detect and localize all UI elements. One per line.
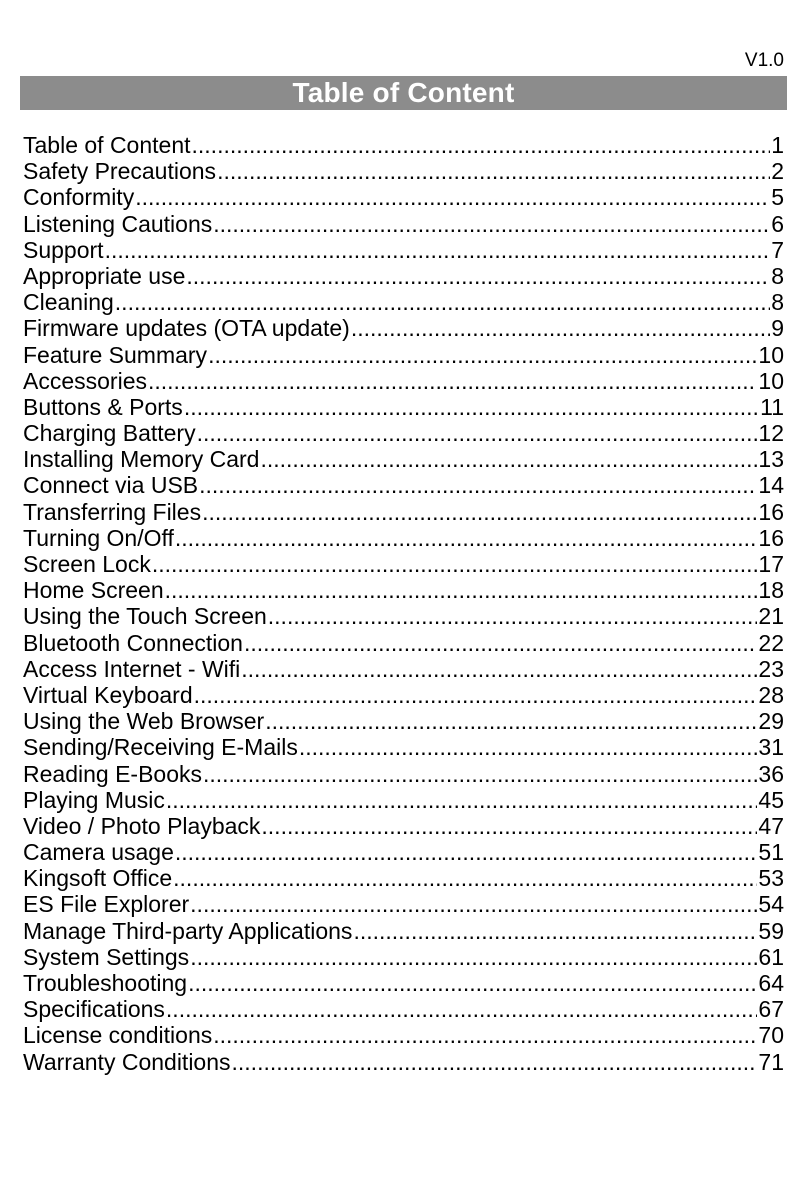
dot-leader	[265, 708, 757, 734]
toc-entry[interactable]	[23, 211, 784, 237]
toc-entry-page-number: 5	[771, 184, 784, 211]
toc-entry-label: Access Internet - Wifi	[23, 655, 241, 682]
dot-leader	[213, 211, 770, 237]
toc-entry-label: Support	[23, 236, 104, 263]
toc-entry[interactable]	[23, 342, 784, 368]
toc-entry[interactable]	[23, 420, 784, 446]
dot-leader	[190, 944, 757, 970]
dot-leader	[190, 891, 757, 917]
toc-entry-label: Reading E-Books	[23, 760, 202, 787]
toc-entry[interactable]	[23, 839, 784, 865]
toc-entry-label: Camera usage	[23, 839, 174, 866]
toc-entry[interactable]	[23, 551, 784, 577]
toc-entry-label: Buttons & Ports	[23, 393, 183, 420]
toc-entry[interactable]	[23, 944, 784, 970]
toc-entry-page-number: 16	[758, 498, 784, 525]
dot-leader	[186, 263, 770, 289]
dot-leader	[203, 761, 757, 787]
toc-entry-label: Cleaning	[23, 289, 114, 316]
toc-entry-label: Connect via USB	[23, 472, 199, 499]
dot-leader	[213, 1022, 757, 1048]
toc-entry[interactable]	[23, 158, 784, 184]
toc-entry-page-number: 45	[758, 786, 784, 813]
toc-entry-page-number: 59	[758, 917, 784, 944]
toc-entry[interactable]	[23, 813, 784, 839]
toc-entry-label: Conformity	[23, 184, 135, 211]
toc-entry[interactable]	[23, 918, 784, 944]
toc-entry[interactable]	[23, 630, 784, 656]
toc-entry-label: Turning On/Off	[23, 524, 174, 551]
toc-entry-label: Troubleshooting	[23, 970, 188, 996]
toc-entry-label: Installing Memory Card	[23, 446, 260, 473]
toc-entry-page-number: 14	[758, 472, 784, 499]
toc-entry-label: ES File Explorer	[23, 891, 190, 918]
dot-leader	[166, 996, 757, 1022]
toc-entry-page-number: 22	[758, 629, 784, 656]
toc-entry-page-number: 6	[771, 210, 784, 237]
toc-entry[interactable]	[23, 787, 784, 813]
toc-entry[interactable]	[23, 761, 784, 787]
toc-entry[interactable]	[23, 996, 784, 1022]
dot-leader	[194, 682, 758, 708]
toc-entry-label: System Settings	[23, 943, 190, 970]
toc-entry[interactable]	[23, 289, 784, 315]
toc-entry-label: Screen Lock	[23, 551, 151, 577]
dot-leader	[353, 918, 757, 944]
toc-entry-label: Virtual Keyboard	[23, 681, 193, 708]
toc-entry[interactable]	[23, 656, 784, 682]
dot-leader	[175, 839, 758, 865]
dot-leader	[115, 289, 770, 315]
dot-leader	[241, 656, 757, 682]
toc-entry-page-number: 7	[771, 236, 784, 263]
toc-entry-page-number: 23	[758, 655, 784, 682]
dot-leader	[188, 970, 757, 996]
toc-entry-label: Warranty Conditions	[23, 1048, 231, 1075]
toc-entry-page-number: 36	[758, 760, 784, 787]
version-label: V1.0	[744, 50, 784, 71]
toc-entry-page-number: 17	[758, 551, 784, 577]
toc-entry-page-number: 61	[758, 943, 784, 970]
toc-entry[interactable]	[23, 472, 784, 498]
dot-leader	[165, 577, 758, 603]
dot-leader	[268, 603, 758, 629]
toc-entry-label: Playing Music	[23, 786, 165, 813]
toc-entry-page-number: 1	[771, 132, 784, 158]
page-title: Table of Content	[20, 76, 787, 110]
table-of-contents	[23, 132, 784, 1075]
toc-entry[interactable]	[23, 184, 784, 210]
toc-entry-label: Kingsoft Office	[23, 865, 173, 892]
toc-entry-page-number: 10	[758, 341, 784, 368]
toc-entry[interactable]	[23, 1022, 784, 1048]
toc-entry[interactable]	[23, 446, 784, 472]
dot-leader	[148, 368, 757, 394]
toc-entry-label: Charging Battery	[23, 420, 196, 447]
toc-entry-label: Safety Precautions	[23, 158, 217, 185]
dot-leader	[135, 184, 770, 210]
toc-entry[interactable]	[23, 1049, 784, 1075]
dot-leader	[192, 132, 771, 158]
toc-entry-page-number: 18	[758, 577, 784, 604]
dot-leader	[260, 446, 757, 472]
toc-entry[interactable]	[23, 891, 784, 917]
toc-entry[interactable]	[23, 525, 784, 551]
toc-entry[interactable]	[23, 263, 784, 289]
toc-entry[interactable]	[23, 708, 784, 734]
toc-entry-page-number: 12	[758, 420, 784, 447]
toc-entry-page-number: 2	[771, 158, 784, 185]
toc-entry-label: Manage Third-party Applications	[23, 917, 353, 944]
toc-entry[interactable]	[23, 132, 784, 158]
toc-entry-page-number: 64	[758, 970, 784, 996]
dot-leader	[244, 630, 757, 656]
dot-leader	[175, 525, 758, 551]
toc-entry-page-number: 71	[758, 1048, 784, 1075]
toc-entry-page-number: 8	[771, 289, 784, 316]
dot-leader	[261, 813, 757, 839]
toc-entry[interactable]	[23, 865, 784, 891]
toc-entry[interactable]	[23, 368, 784, 394]
toc-entry-page-number: 8	[771, 262, 784, 289]
toc-entry-page-number: 10	[758, 367, 784, 394]
toc-entry[interactable]	[23, 577, 784, 603]
dot-leader	[152, 551, 758, 577]
dot-leader	[208, 342, 757, 368]
dot-leader	[351, 315, 770, 341]
toc-entry-page-number: 13	[758, 446, 784, 473]
dot-leader	[184, 394, 759, 420]
toc-entry-page-number: 47	[758, 812, 784, 839]
dot-leader	[202, 499, 757, 525]
toc-entry-label: Using the Touch Screen	[23, 603, 267, 630]
toc-entry-label: Firmware updates (OTA update)	[23, 315, 350, 342]
toc-entry-page-number: 53	[758, 865, 784, 892]
toc-entry-label: Accessories	[23, 367, 147, 394]
toc-entry[interactable]	[23, 315, 784, 341]
toc-entry-label: License conditions	[23, 1022, 213, 1049]
toc-entry[interactable]	[23, 394, 784, 420]
toc-entry[interactable]	[23, 970, 784, 996]
toc-entry-page-number: 16	[758, 524, 784, 551]
dot-leader	[217, 158, 770, 184]
toc-entry-page-number: 70	[758, 1022, 784, 1049]
toc-entry-page-number: 28	[758, 681, 784, 708]
toc-entry-page-number: 67	[758, 996, 784, 1023]
toc-entry-page-number: 9	[771, 315, 784, 342]
toc-entry-label: Home Screen	[23, 577, 164, 604]
toc-entry-label: Video / Photo Playback	[23, 812, 261, 839]
toc-entry-page-number: 51	[758, 839, 784, 866]
toc-entry[interactable]	[23, 603, 784, 629]
toc-entry-label: Listening Cautions	[23, 210, 213, 237]
dot-leader	[173, 865, 757, 891]
toc-entry-label: Feature Summary	[23, 341, 208, 368]
toc-entry-label: Transferring Files	[23, 498, 202, 525]
toc-entry-label: Appropriate use	[23, 262, 186, 289]
dot-leader	[197, 420, 758, 446]
toc-entry-label: Specifications	[23, 996, 165, 1023]
toc-entry[interactable]	[23, 734, 784, 760]
dot-leader	[299, 734, 758, 760]
toc-entry-label: Using the Web Browser	[23, 708, 265, 735]
toc-entry-label: Bluetooth Connection	[23, 629, 243, 656]
toc-entry-label: Table of Content	[23, 132, 191, 158]
dot-leader	[199, 472, 757, 498]
toc-entry[interactable]	[23, 499, 784, 525]
toc-entry-page-number: 54	[758, 891, 784, 918]
toc-entry-page-number: 21	[758, 603, 784, 630]
toc-entry-label: Sending/Receiving E-Mails	[23, 734, 298, 761]
toc-entry[interactable]	[23, 237, 784, 263]
dot-leader	[166, 787, 758, 813]
toc-entry[interactable]	[23, 682, 784, 708]
dot-leader	[105, 237, 771, 263]
toc-entry-page-number: 31	[758, 734, 784, 761]
dot-leader	[232, 1049, 758, 1075]
toc-entry-page-number: 11	[760, 393, 784, 420]
toc-entry-page-number: 29	[758, 708, 784, 735]
